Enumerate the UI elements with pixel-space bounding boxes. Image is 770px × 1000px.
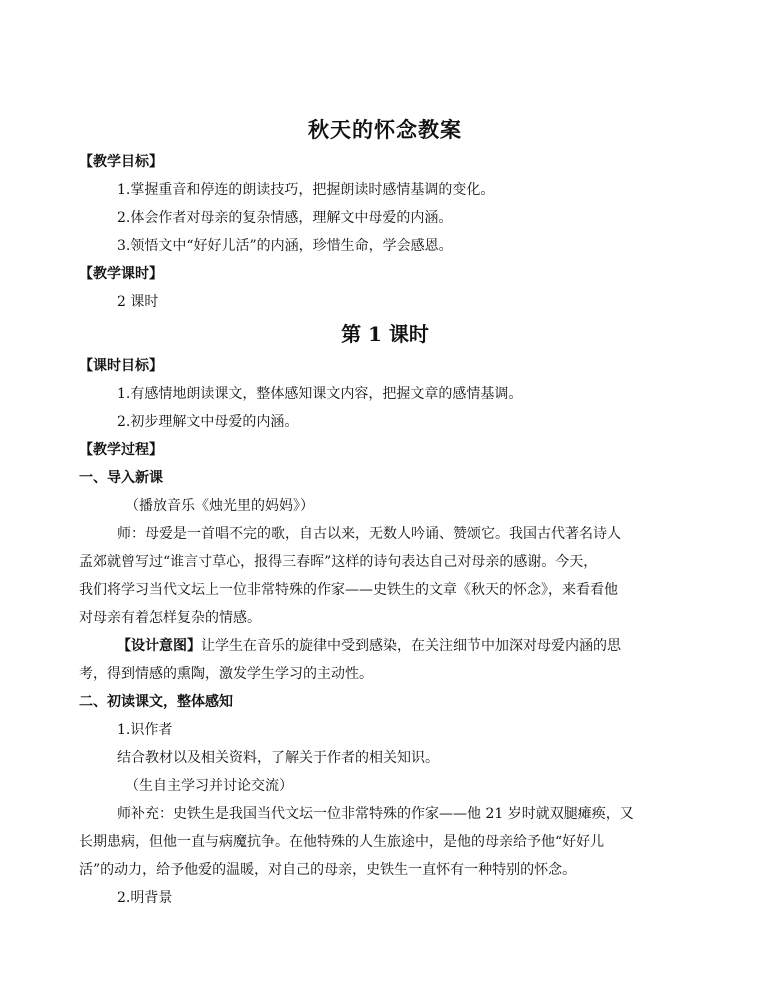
- part-two-heading: 二、初读课文，整体感知: [79, 694, 233, 710]
- teacher-paragraph-line: 师：母爱是一首唱不完的歌，自古以来，无数人吟诵、赞颂它。我国古代著名诗人: [117, 526, 621, 542]
- lesson-goal-item: 2.初步理解文中母爱的内涵。: [117, 414, 299, 430]
- teaching-hours-value: 2 课时: [117, 294, 159, 310]
- teacher-paragraph-line: 孟郊就曾写过“谁言寸草心，报得三春晖”这样的诗句表达自己对母亲的感谢。今天，: [79, 554, 598, 570]
- step-one-heading: 1.识作者: [117, 722, 173, 738]
- document-title: 秋天的怀念教案: [308, 117, 462, 142]
- goal-item: 2.体会作者对母亲的复杂情感，理解文中母爱的内涵。: [117, 210, 453, 226]
- goal-item: 3.领悟文中“好好儿活”的内涵，珍惜生命，学会感恩。: [117, 238, 453, 254]
- design-intent-line: [117, 636, 621, 656]
- lesson-title: 第 1 课时: [341, 322, 429, 346]
- design-intent-line: 考，得到情感的熏陶，激发学生学习的主动性。: [79, 666, 373, 682]
- teacher-paragraph-line: 对母亲有着怎样复杂的情感。: [79, 610, 261, 626]
- design-intent-text: 让学生在音乐的旋律中受到感染，在关注细节中加深对母爱内涵的思: [201, 638, 621, 654]
- section-heading-lesson-goals: 【课时目标】: [79, 358, 163, 374]
- supplement-paragraph-line: 长期患病，但他一直与病魔抗争。在他特殊的人生旅途中，是他的母亲给予他“好好儿: [79, 834, 605, 850]
- supplement-paragraph-line: 活”的动力，给予他爱的温暖，对自己的母亲，史铁生一直怀有一种特别的怀念。: [79, 862, 577, 878]
- section-heading-teaching-hours: 【教学课时】: [79, 266, 163, 282]
- part-one-heading: 一、导入新课: [79, 470, 163, 486]
- step-two-heading: 2.明背景: [117, 890, 173, 906]
- goal-item: 1.掌握重音和停连的朗读技巧，把握朗读时感情基调的变化。: [117, 182, 495, 198]
- self-study-note: （生自主学习并讨论交流）: [125, 778, 293, 794]
- section-heading-teaching-process: 【教学过程】: [79, 442, 163, 458]
- supplement-paragraph-line: 师补充：史铁生是我国当代文坛一位非常特殊的作家——他 21 岁时就双腿瘫痪，又: [117, 806, 634, 822]
- lesson-goal-item: 1.有感情地朗读课文，整体感知课文内容，把握文章的感情基调。: [117, 386, 523, 402]
- teacher-paragraph-line: 我们将学习当代文坛上一位非常特殊的作家——史铁生的文章《秋天的怀念》，来看看他: [79, 582, 618, 598]
- design-intent-label: 【设计意图】: [117, 638, 201, 654]
- music-note: （播放音乐《烛光里的妈妈》）: [125, 498, 314, 514]
- section-heading-teaching-goals: 【教学目标】: [79, 154, 163, 170]
- step-one-description: 结合教材以及相关资料，了解关于作者的相关知识。: [117, 750, 439, 766]
